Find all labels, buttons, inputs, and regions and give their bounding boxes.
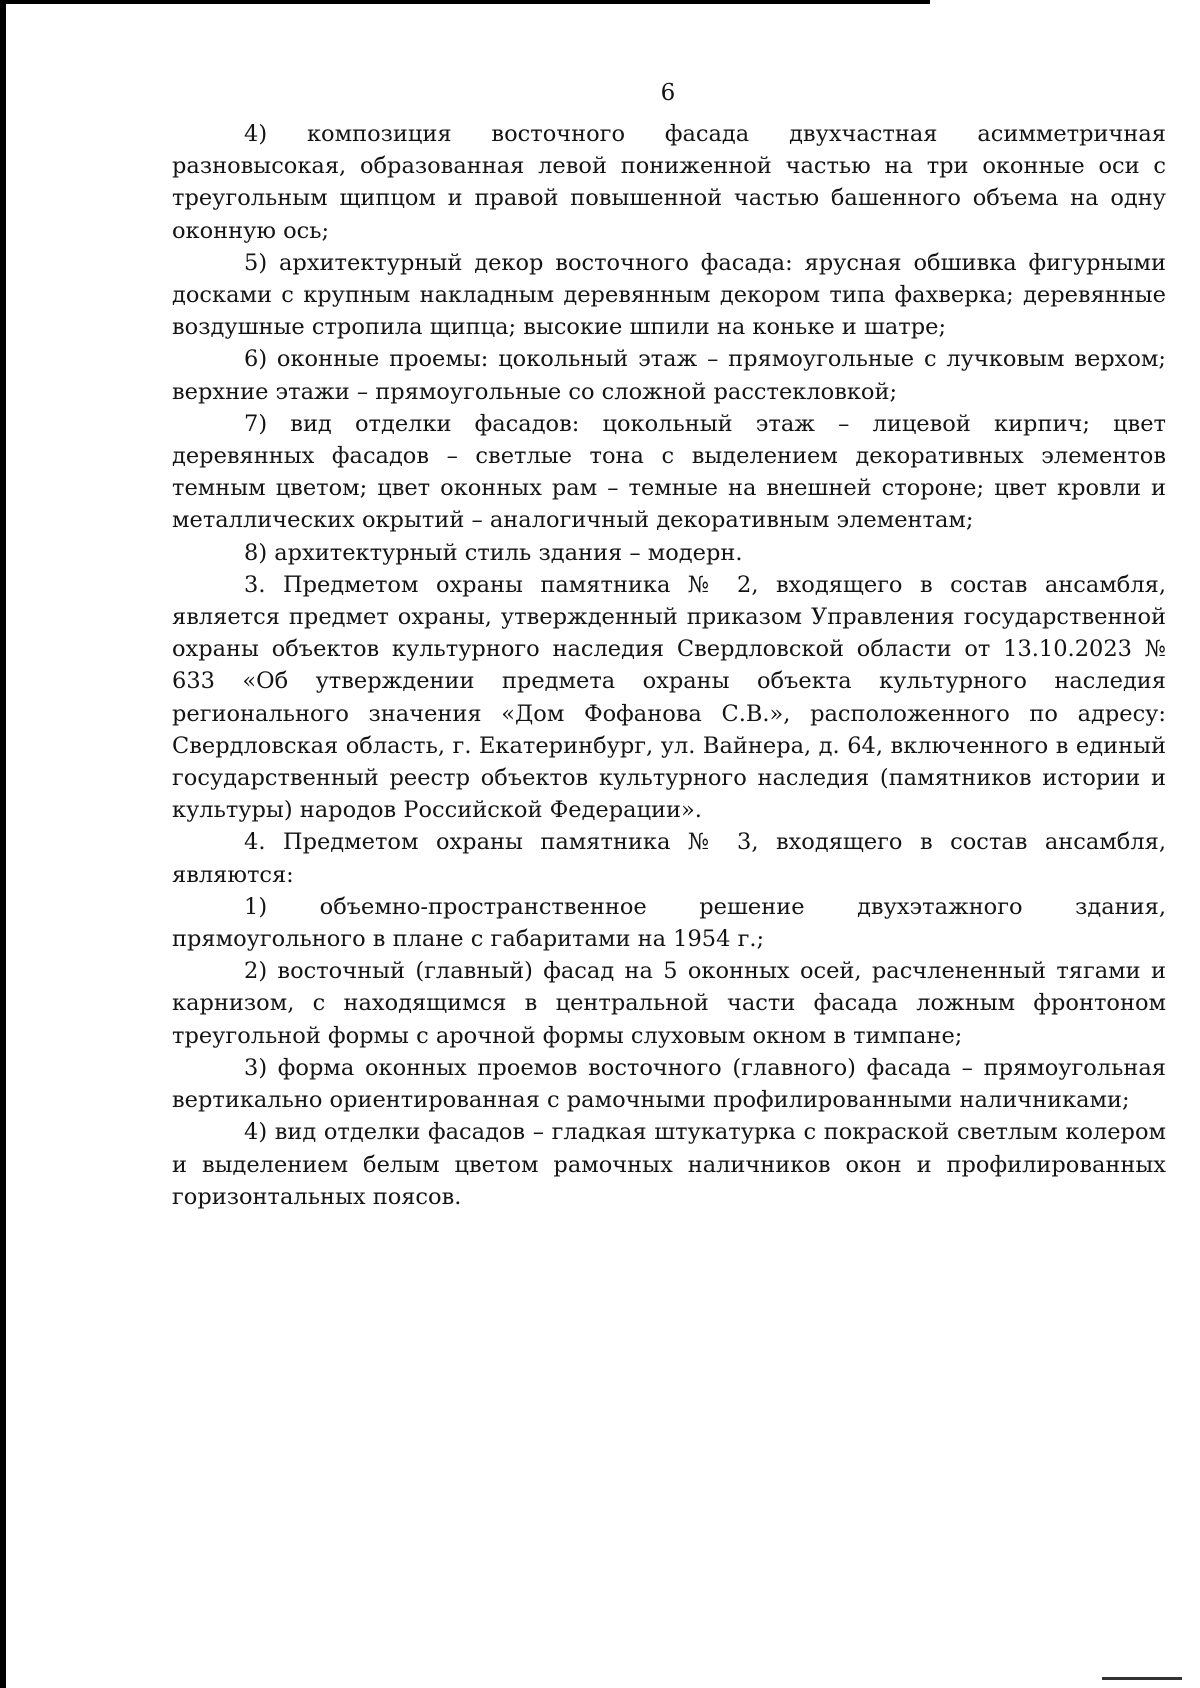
paragraph-window-openings: 6) оконные проемы: цокольный этаж – прямоугольные с лучковым верхом; верхние этажи – прямоугольные со сложной расстекловкой;: [172, 346, 1166, 405]
paragraph-main-facade: 2) восточный (главный) фасад на 5 оконных осей, расчлененный тягами и карнизом, с находящимся в центральной части фасада ложным фронтоном треугольной формы с арочной формы слуховым окном в тимпане;: [172, 958, 1166, 1049]
paragraph-window-shape: 3) форма оконных проемов восточного (главного) фасада – прямоугольная вертикально ориентированная с рамочными профилированными наличниками;: [172, 1054, 1166, 1114]
paragraph-monument-3-protection: 4. Предметом охраны памятника № 3, входящего в состав ансамбля, являются:: [172, 829, 1166, 888]
scan-edge-top: [0, 0, 930, 4]
paragraph-volume-spatial-solution: 1) объемно-пространственное решение двухэтажного здания, прямоугольного в плане с габаритами на 1954 г.;: [172, 893, 1166, 953]
paragraph-east-facade-decor: 5) архитектурный декор восточного фасада: ярусная обшивка фигурными досками с крупным накладным деревянным декором типа фахверка; деревянные воздушные стропила щипца; высокие шпили на коньке и шатре;: [172, 249, 1166, 341]
paragraph-monument-2-protection: 3. Предметом охраны памятника № 2, входящего в состав ансамбля, является предмет охраны, утвержденный приказом Управления государственной охраны объектов культурного наследия Свердловской области от 13.10.2023 № 633 «Об утверждении предмета охраны объекта культурного наследия регионального значения «Дом Фофанова С.В.», расположенного по адресу: Свердловская область, г. Екатеринбург, ул. Вайнера, д. 64, включенного в единый государственный реестр объектов культурного наследия (памятников истории и культуры) народов Российской Федерации».: [172, 571, 1166, 824]
page-number: 6: [660, 80, 676, 106]
paragraph-east-facade-composition: 4) композиция восточного фасада двухчастная асимметричная разновысокая, образованная левой пониженной частью на три оконные оси с треугольным щипцом и правой повышенной частью башенного объема на одну оконную ось;: [172, 121, 1166, 244]
paragraph-plaster-finish: 4) вид отделки фасадов – гладкая штукатурка с покраской светлым колером и выделением белым цветом рамочных наличников окон и профилированных горизонтальных поясов.: [172, 1119, 1166, 1210]
paragraph-architectural-style: 8) архитектурный стиль здания – модерн.: [244, 539, 743, 566]
scan-edge-left: [0, 0, 6, 1688]
document-body: [172, 118, 1166, 1213]
scan-edge-bottom: [1102, 1677, 1182, 1680]
paragraph-facade-finish: 7) вид отделки фасадов: цокольный этаж – лицевой кирпич; цвет деревянных фасадов – светлые тона с выделением декоративных элементов темным цветом; цвет оконных рам – темные на внешней стороне; цвет кровли и металлических окрытий – аналогичный декоративным элементам;: [172, 410, 1166, 534]
